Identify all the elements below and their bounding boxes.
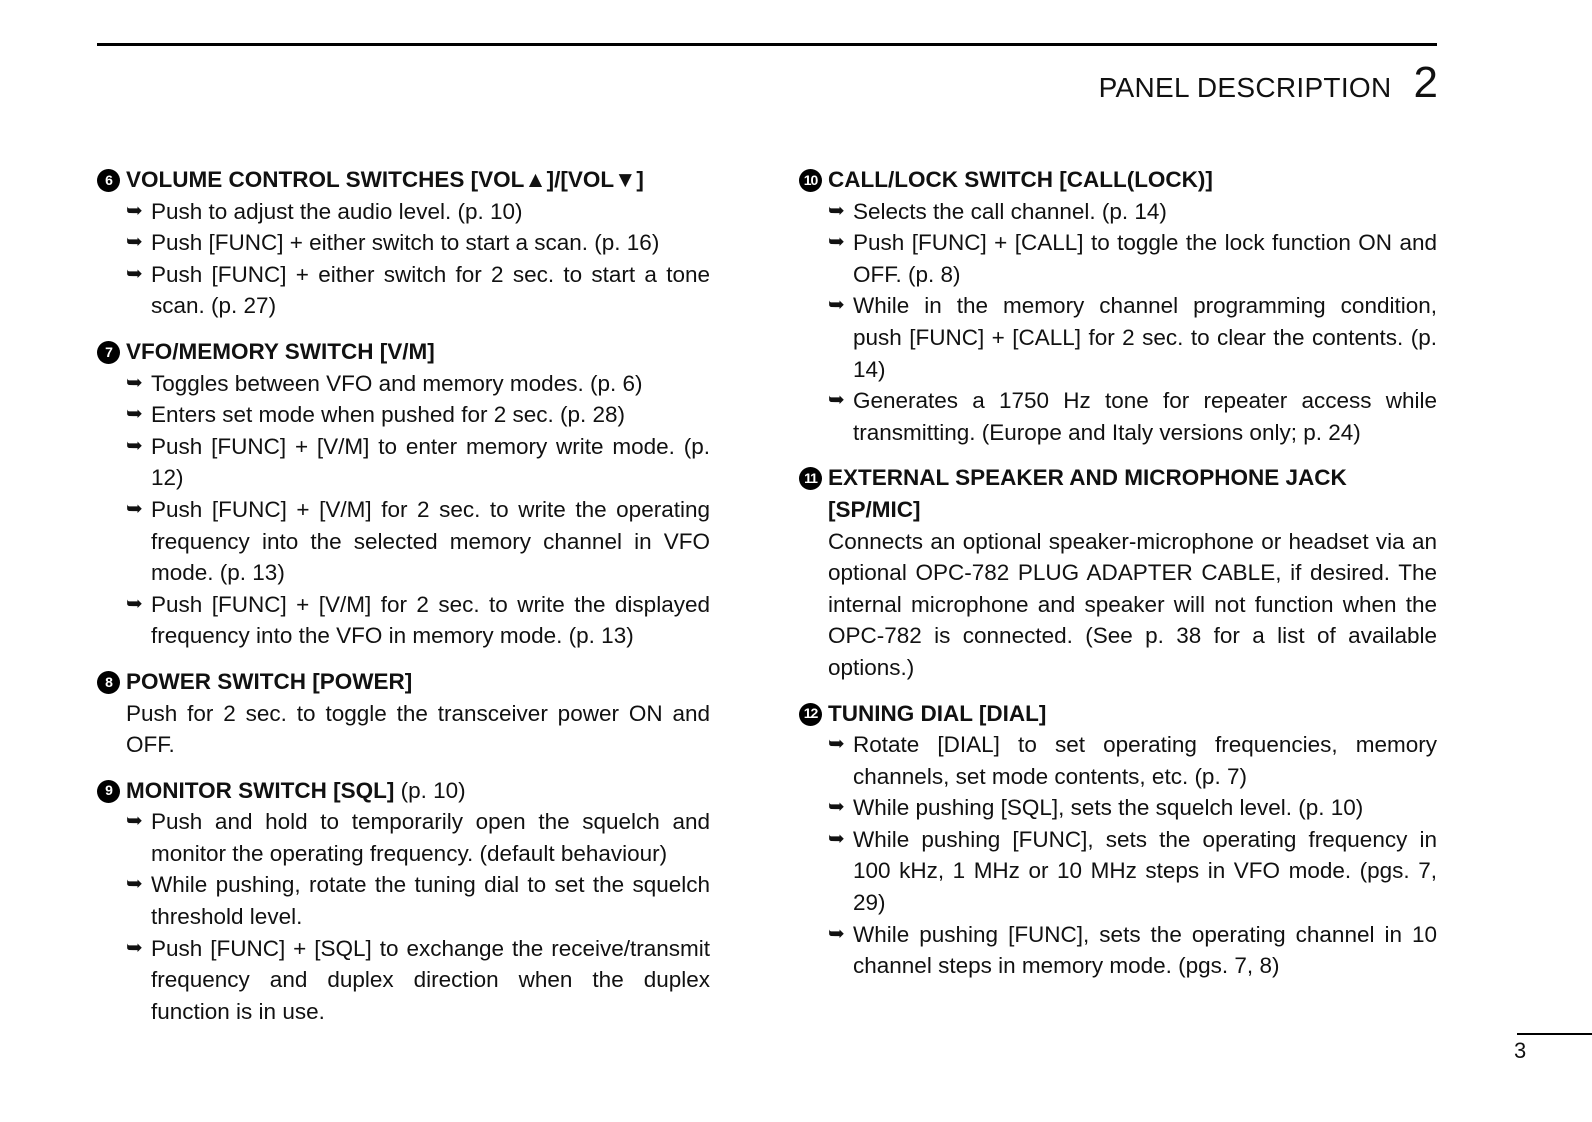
page-header [1099, 58, 1438, 108]
section-heading [97, 164, 710, 196]
list-item-text: Push [FUNC] + [SQL] to exchange the receive/transmit frequency and duplex direction when the duplex function is in use. [151, 935, 710, 1024]
section-title: TUNING DIAL [DIAL] [828, 700, 1047, 726]
section-11 [799, 462, 1437, 683]
list-item-text: Selects the call channel. (p. 14) [853, 198, 1167, 224]
list-item-text: Generates a 1750 Hz tone for repeater access while transmitting. (Europe and Italy versions only; p. 24) [853, 388, 1437, 445]
heading-text [126, 164, 644, 196]
top-rule [97, 43, 1437, 46]
section-heading [799, 698, 1437, 730]
bullet-list [97, 806, 710, 1027]
section-heading [799, 164, 1437, 196]
section-title: VFO/MEMORY SWITCH [V/M] [126, 338, 435, 364]
list-item [126, 399, 710, 431]
arrow-icon: ➥ [828, 827, 845, 850]
arrow-icon: ➥ [828, 922, 845, 945]
list-item-text: Toggles between VFO and memory modes. (p. 6) [151, 370, 643, 396]
arrow-icon: ➥ [126, 873, 143, 896]
arrow-icon: ➥ [828, 294, 845, 317]
heading-text [126, 775, 466, 807]
section-8 [97, 666, 710, 761]
arrow-icon: ➥ [126, 810, 143, 833]
circled-number-icon: 12 [799, 703, 822, 726]
heading-text [828, 462, 1437, 525]
section-page-ref: (p. 10) [400, 777, 466, 803]
list-item [126, 196, 710, 228]
heading-text [126, 336, 435, 368]
arrow-icon: ➥ [828, 231, 845, 254]
circled-number-icon: 11 [799, 467, 822, 490]
section-heading [97, 666, 710, 698]
heading-text [126, 666, 412, 698]
list-item-text: Push and hold to temporarily open the squelch and monitor the operating frequency. (default behaviour) [151, 809, 710, 866]
chapter-number: 2 [1413, 58, 1438, 107]
page-number-rule [1517, 1033, 1592, 1035]
arrow-icon: ➥ [126, 497, 143, 520]
arrow-icon: ➥ [126, 403, 143, 426]
arrow-icon: ➥ [828, 796, 845, 819]
list-item [126, 933, 710, 1028]
list-item-text: Push [FUNC] + [CALL] to toggle the lock function ON and OFF. (p. 8) [853, 230, 1437, 287]
section-9 [97, 775, 710, 1028]
list-item [828, 290, 1437, 385]
section-7 [97, 336, 710, 652]
arrow-icon: ➥ [126, 592, 143, 615]
arrow-icon: ➥ [126, 231, 143, 254]
list-item [126, 431, 710, 494]
section-title: EXTERNAL SPEAKER AND MICROPHONE JACK [SP/MIC] [828, 465, 1347, 522]
circled-number-icon: 7 [97, 341, 120, 364]
list-item [126, 494, 710, 589]
list-item-text: While pushing, rotate the tuning dial to set the squelch threshold level. [151, 872, 710, 930]
bullet-list [799, 196, 1437, 449]
list-item [126, 259, 710, 322]
heading-text [828, 164, 1213, 196]
circled-number-icon: 6 [97, 169, 120, 192]
arrow-icon: ➥ [126, 262, 143, 285]
list-item [126, 368, 710, 400]
arrow-icon: ➥ [126, 371, 143, 394]
section-10 [799, 164, 1437, 448]
list-item-text: Push to adjust the audio level. (p. 10) [151, 198, 523, 224]
list-item [828, 385, 1437, 448]
heading-text [828, 698, 1046, 730]
circled-number-icon: 9 [97, 780, 120, 803]
list-item-text: While pushing [SQL], sets the squelch level. (p. 10) [853, 795, 1364, 821]
list-item [828, 792, 1437, 824]
circled-number-icon: 8 [97, 671, 120, 694]
section-6 [97, 164, 710, 322]
list-item-text: Push [FUNC] + [V/M] for 2 sec. to write the displayed frequency into the VFO in memory mode. (p. 13) [151, 591, 710, 649]
section-title: POWER SWITCH [POWER] [126, 668, 413, 694]
list-item-text: Push [FUNC] + either switch to start a scan. (p. 16) [151, 230, 660, 256]
list-item [126, 869, 710, 932]
list-item [126, 227, 710, 259]
right-column [799, 164, 1437, 996]
section-paragraph: Connects an optional speaker-microphone or headset via an optional OPC-782 PLUG ADAPTER CABLE, if desired. The internal microphone and speaker will not function when the OPC-782 is connected. (See p. 38 for a list of available options.) [828, 528, 1437, 680]
section-heading [97, 336, 710, 368]
bullet-list [97, 368, 710, 652]
bullet-list [97, 196, 710, 322]
section-heading [799, 462, 1437, 525]
list-item-text: Enters set mode when pushed for 2 sec. (p. 28) [151, 402, 626, 428]
list-item-text: Push [FUNC] + [V/M] to enter memory write mode. (p. 12) [151, 433, 710, 491]
arrow-icon: ➥ [126, 936, 143, 959]
list-item-text: Push [FUNC] + either switch for 2 sec. to start a tone scan. (p. 27) [151, 261, 710, 319]
list-item [828, 227, 1437, 290]
list-item-text: Rotate [DIAL] to set operating frequencies, memory channels, set mode contents, etc. (p. 7) [853, 732, 1437, 789]
left-column [97, 164, 710, 1041]
header-title: PANEL DESCRIPTION [1098, 72, 1392, 103]
list-item [126, 806, 710, 869]
arrow-icon: ➥ [828, 389, 845, 412]
list-item [828, 919, 1437, 982]
circled-number-icon: 10 [799, 169, 822, 192]
arrow-icon: ➥ [828, 199, 845, 222]
bullet-list [799, 729, 1437, 982]
list-item [828, 729, 1437, 792]
list-item-text: While pushing [FUNC], sets the operating channel in 10 channel steps in memory mode. (pgs. 7, 8) [853, 921, 1437, 979]
list-item-text: While in the memory channel programming condition, push [FUNC] + [CALL] for 2 sec. to clear the contents. (p. 14) [853, 293, 1437, 382]
arrow-icon: ➥ [126, 199, 143, 222]
list-item [126, 589, 710, 652]
section-title: VOLUME CONTROL SWITCHES [VOL▲]/[VOL▼] [126, 167, 644, 192]
arrow-icon: ➥ [126, 434, 143, 457]
list-item-text: Push [FUNC] + [V/M] for 2 sec. to write the operating frequency into the selected memory channel in VFO mode. (p. 13) [151, 496, 710, 586]
section-title: CALL/LOCK SWITCH [CALL(LOCK)] [828, 167, 1213, 192]
list-item [828, 196, 1437, 228]
page-number: 3 [1514, 1038, 1527, 1063]
section-title: MONITOR SWITCH [SQL] [126, 777, 395, 803]
list-item [828, 824, 1437, 919]
arrow-icon: ➥ [828, 733, 845, 756]
section-heading [97, 775, 710, 807]
section-paragraph: Push for 2 sec. to toggle the transceiver power ON and OFF. [126, 700, 710, 758]
list-item-text: While pushing [FUNC], sets the operating frequency in 100 kHz, 1 MHz or 10 MHz steps in VFO mode. (pgs. 7, 29) [853, 826, 1437, 916]
section-12 [799, 698, 1437, 982]
